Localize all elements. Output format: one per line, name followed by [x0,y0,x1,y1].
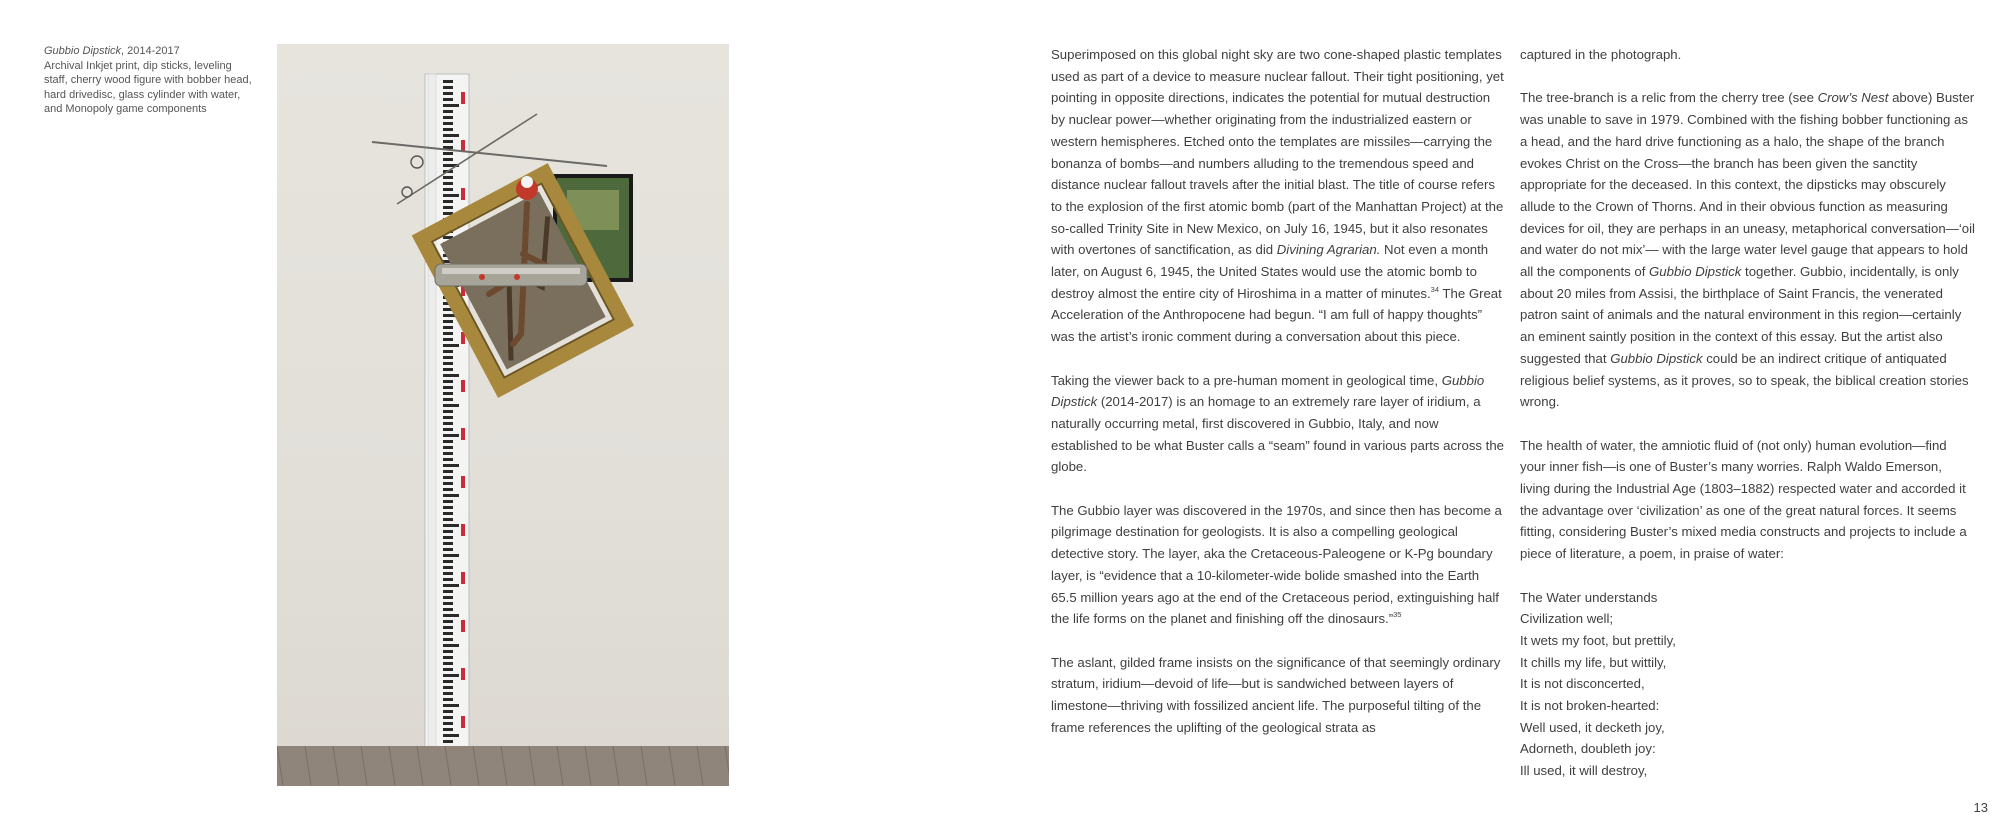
glass-cylinder [435,264,587,286]
artwork-photo [277,44,729,786]
poem-line: It is not disconcerted, [1520,676,1645,692]
caption-materials: Archival Inkjet print, dip sticks, leveling staff, cherry wood figure with bobber head, hard drivedisc, glass cylinder with water, and Monopoly game components [44,59,252,115]
paragraph: Superimposed on this global night sky are two cone-shaped plastic templates used as part of a device to measure nuclear fallout. Their tight positioning, yet pointing in opposite directions, indicates the potential for mutual destruction by nuclear power—whether originating from the industrialized eastern or western hemispheres. Etched onto the templates are missiles—carrying the bonanza of bombs—and numbers alluding to the tremendous speed and distance nuclear fallout travels after the initial blast. The title of course refers to the explosion of the first atomic bomb (part of the Manhattan Project) at the so-called Trinity Site in New Mexico, on July 16, 1945, but it also resonates with overtones of sanctification, as did Divining Agrarian. Not even a month later, on August 6, 1945, the United States would use the atomic bomb to destroy almost the entire city of Hiroshima in a matter of minutes.$^{34}$ The Great Acceleration of the Anthropocene had begun. “I am full of happy thoughts” was the artist’s ironic comment during a conversation about this piece. [1051,47,1504,345]
poem-line: The Water understands [1520,589,1658,605]
paragraph: The aslant, gilded frame insists on the significance of that seemingly ordinary stratum, iridium—devoid of life—but is sandwiched between layers of limestone—thriving with fossilized ancient life. The purposeful tilting of the frame references the uplifting of the geological strata as [1051,654,1501,735]
footnote-ref: 34 [1430,284,1439,294]
dip-stick [428,74,436,750]
poem-line: Civilization well; [1520,611,1614,627]
paragraph: Taking the viewer back to a pre-human moment in geological time, Gubbio Dipstick (2014-2017) is an homage to an extremely rare layer of iridium, a naturally occurring metal, first discovered in Gubbio, Italy, and now established to be what Buster calls a “seam” found in various parts across the globe. [1051,372,1504,475]
artwork-caption [44,44,254,117]
caption-title: Gubbio Dipstick [44,45,122,57]
poem-line: It is not broken-hearted: [1520,698,1660,714]
poem-line: Well used, it decketh joy, [1520,719,1665,735]
dipstick-diagonal [372,142,607,166]
paragraph: The tree-branch is a relic from the cherry tree (see Crow’s Nest above) Buster was unable to save in 1979. Combined with the fishing bobber functioning as a head, and the hard drive functioning as a halo, the shape of the branch evokes Christ on the Cross—the branch has been given the sanctity appropriate for the deceased. In this context, the dipsticks may obscurely allude to the Crown of Thorns. And in their obvious function as measuring devices for oil, they are perhaps in an uneasy, metaphorical conversation—‘oil and water do not mix’— with the large water level gauge that appears to hold all the components of Gubbio Dipstick together. Gubbio, incidentally, is only about 20 miles from Assisi, the birthplace of Saint Francis, the venerated patron saint of animals and the natural environment in this region—certainly an eminent saintly position in the context of this essay. But the artist also suggested that Gubbio Dipstick could be an indirect critique of antiquated religious belief systems, as it proves, so to speak, the biblical creation stories wrong. [1520,90,1975,410]
caption-year: , 2014-2017 [121,45,180,57]
page-number: 13 [1973,800,1988,815]
poem-line: Ill used, it will destroy, [1520,763,1648,779]
paragraph: The Gubbio layer was discovered in the 1970s, and since then has become a pilgrimage destination for geologists. It is also a compelling geological detective story. The layer, aka the Cretaceous-Paleogene or K-Pg boundary layer, is “evidence that a 10-kilometer-wide bolide smashed into the Earth 65.5 million years ago at the end of the Cretaceous period, extinguishing half the life forms on the planet and finishing off the dinosaurs.”$^{35}$ [1051,502,1502,627]
poem-line: It wets my foot, but prettily, [1520,632,1676,648]
artwork-photo-icon [277,44,729,786]
poem [1520,587,1975,782]
poem-line: Adorneth, doubleth joy: [1520,741,1656,757]
paragraph: The health of water, the amniotic fluid of (not only) human evolution—find your inner fish—is one of Buster’s many worries. Ralph Waldo Emerson, living during the Industrial Age (1803–1882) respected water and accorded it the advantage over ‘civilization’ as one of the great natural forces. It seems fitting, considering Buster’s mixed media constructs and projects to include a piece of literature, a poem, in praise of water: [1520,437,1967,562]
text-column-right [1520,44,1975,782]
text-column-left [1051,44,1506,738]
footnote-ref: 35 [1393,610,1402,620]
paragraph: captured in the photograph. [1520,47,1682,62]
poem-line: It chills my life, but wittily, [1520,654,1667,670]
